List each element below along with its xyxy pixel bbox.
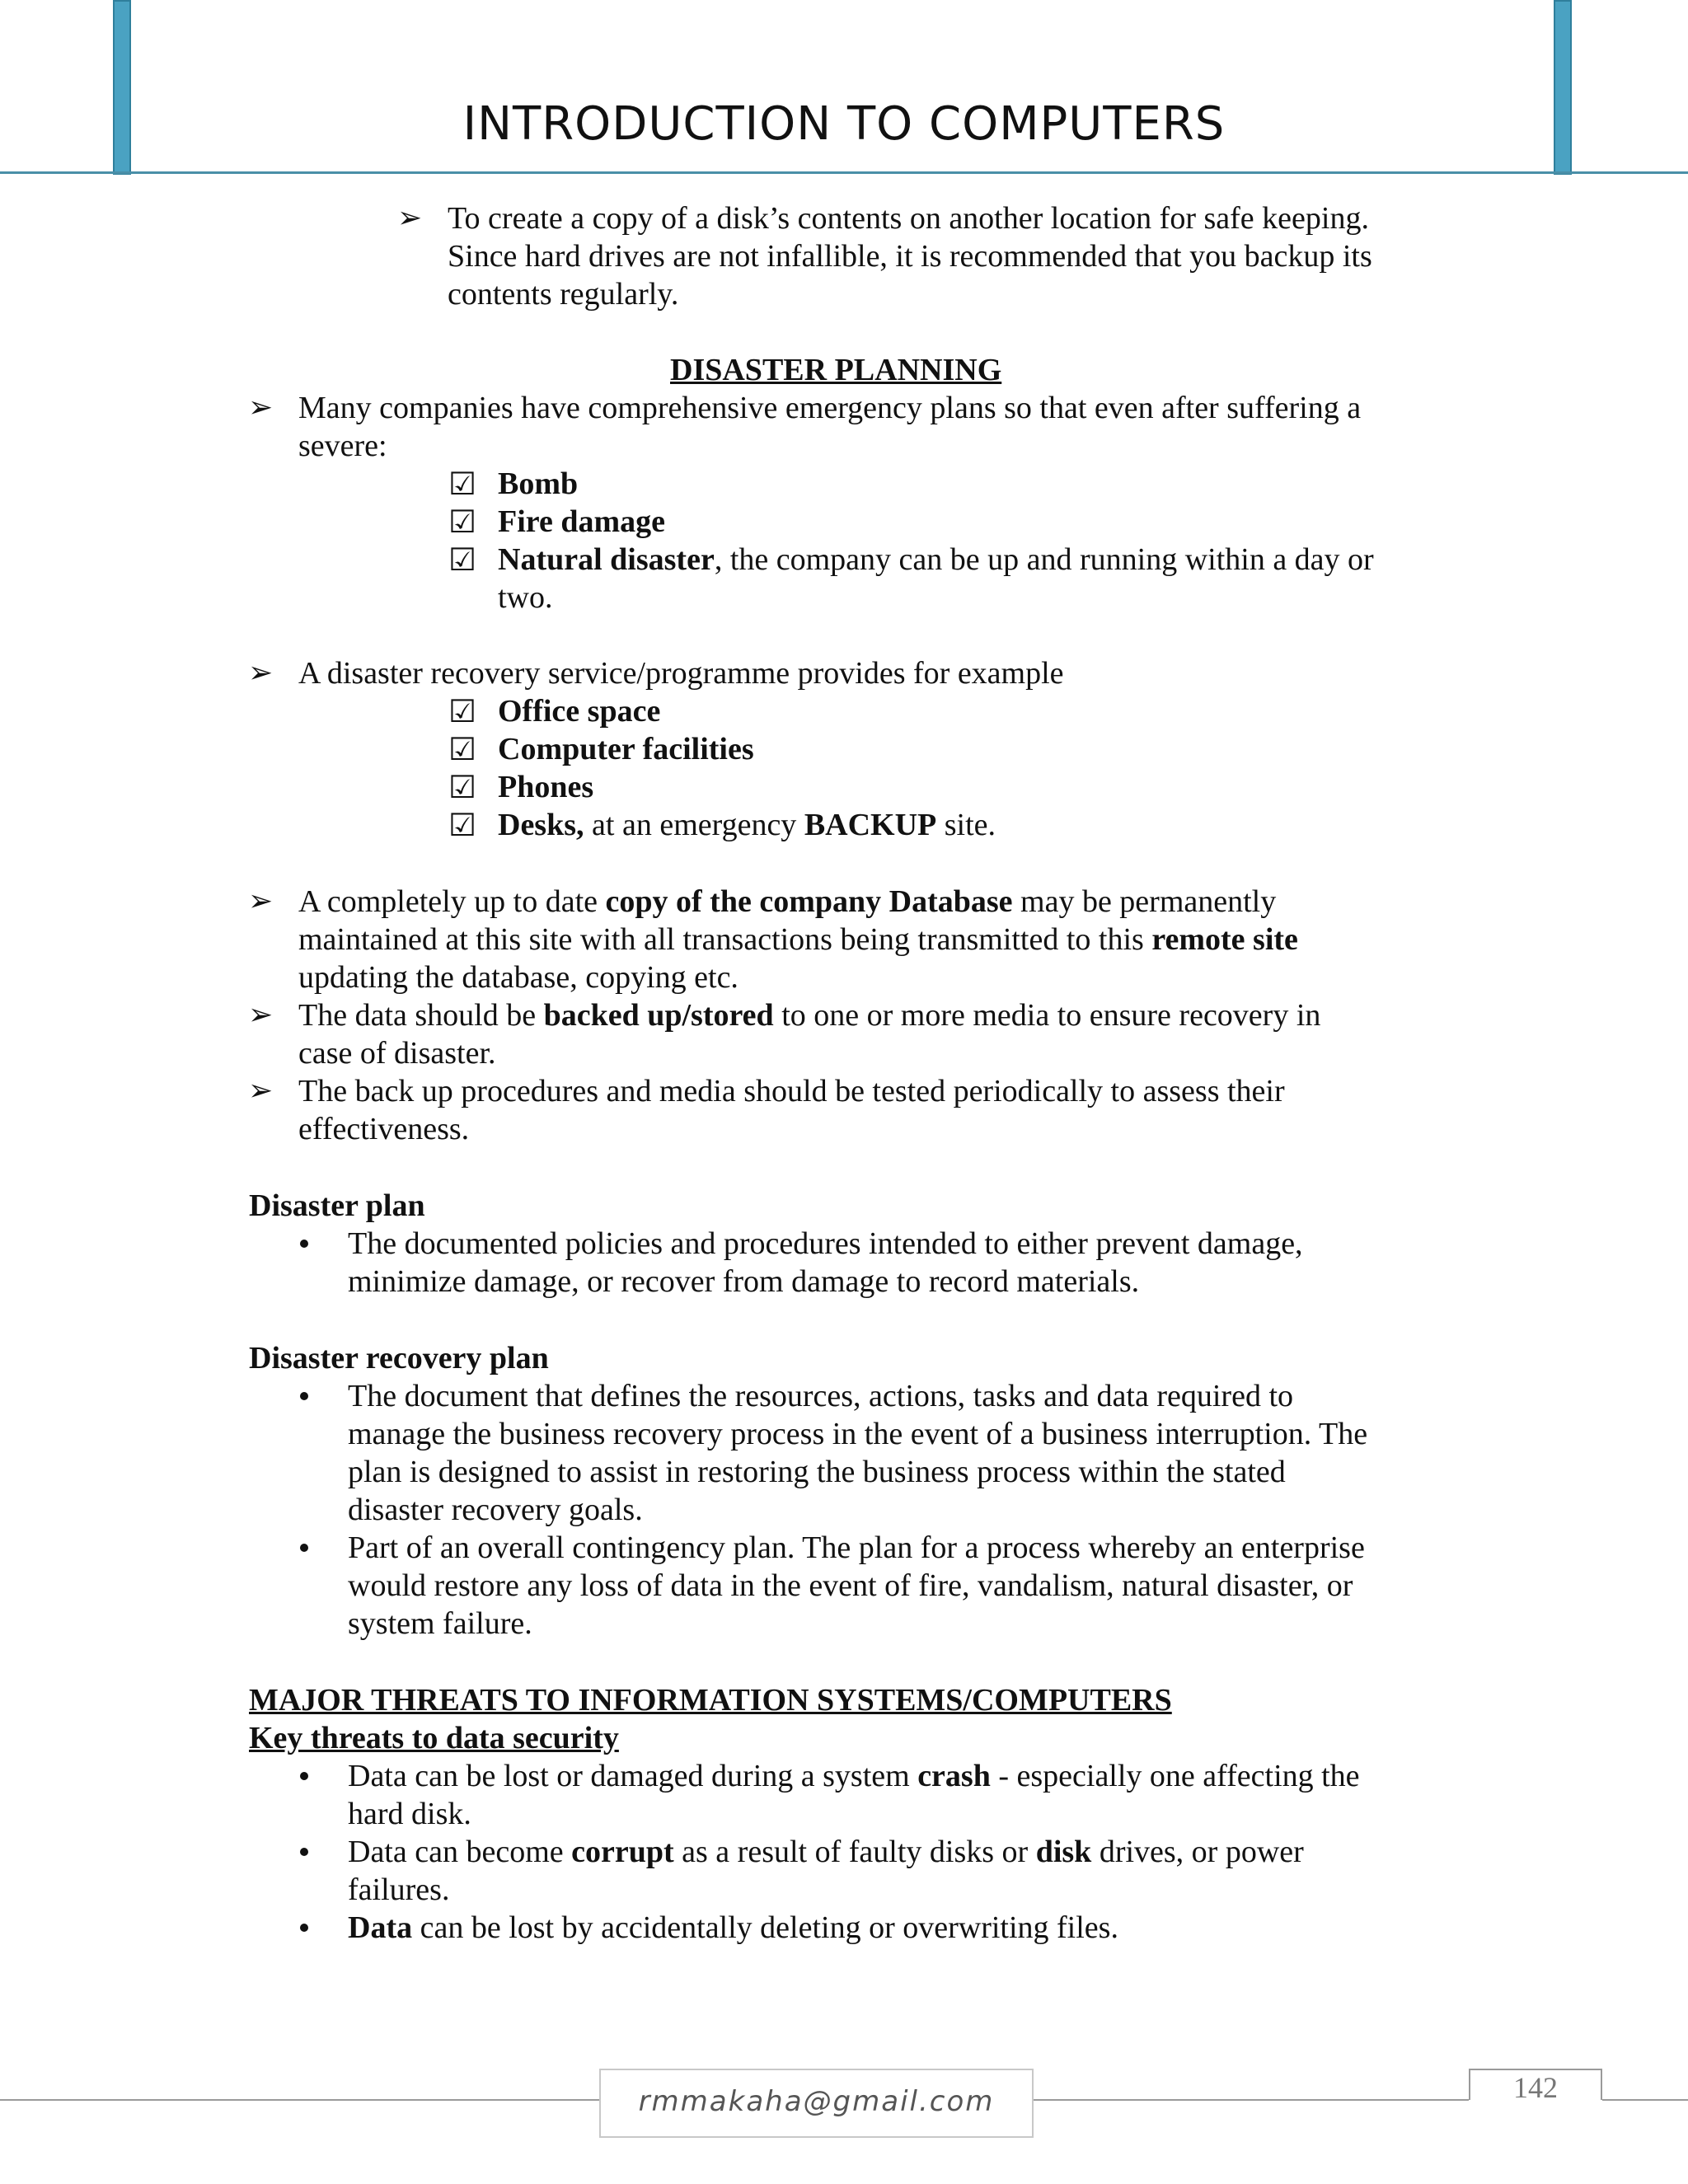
intro-line-3: contents regularly. [448, 277, 679, 312]
check-item-phones: Phones [498, 770, 594, 804]
footer-rule-middle [1034, 2099, 1469, 2101]
bullet-line: disaster recovery goals. [348, 1493, 643, 1527]
page-title: INTRODUCTION TO COMPUTERS [462, 97, 1226, 151]
bullet-line: A completely up to date copy of the company Database may be permanently [298, 884, 1277, 919]
checkbox-checked-icon: ☑ [448, 769, 477, 805]
bullet-line: effectiveness. [298, 1112, 470, 1146]
bullet-line: The document that defines the resources, actions, tasks and data required to [348, 1379, 1293, 1413]
header-rule [0, 171, 1688, 174]
bullet-line: The data should be backed up/stored to one or more media to ensure recovery in [298, 998, 1321, 1033]
bullet-dot-icon [300, 1924, 308, 1932]
arrow-bullet-icon: ➢ [248, 884, 274, 918]
bullet-line: minimize damage, or recover from damage to record materials. [348, 1264, 1140, 1299]
bullet-line: Part of an overall contingency plan. The plan for a process whereby an enterprise [348, 1530, 1365, 1565]
bullet-line: Many companies have comprehensive emergency plans so that even after suffering a [298, 391, 1362, 425]
bullet-line: system failure. [348, 1606, 532, 1641]
subheading-disaster-plan: Disaster plan [249, 1188, 425, 1223]
check-item-computer-facilities: Computer facilities [498, 732, 754, 766]
bullet-line: The back up procedures and media should be tested periodically to assess their [298, 1074, 1285, 1108]
bullet-line: Data can be lost or damaged during a system crash - especially one affecting the [348, 1759, 1360, 1793]
footer-rule-left [0, 2099, 599, 2101]
bullet-dot-icon [300, 1544, 308, 1552]
checkbox-checked-icon: ☑ [448, 807, 477, 843]
intro-line-2: Since hard drives are not infallible, it is recommended that you backup its [448, 239, 1372, 274]
footer-rule-right [1602, 2099, 1688, 2101]
bullet-dot-icon [300, 1772, 308, 1780]
bullet-dot-icon [300, 1392, 308, 1400]
check-item-office-space: Office space [498, 694, 661, 729]
bullet-line: The documented policies and procedures intended to either prevent damage, [348, 1226, 1303, 1261]
check-item-continuation: two. [498, 580, 553, 615]
arrow-bullet-icon: ➢ [248, 391, 274, 424]
checkbox-checked-icon: ☑ [448, 541, 477, 578]
subheading-key-threats: Key threats to data security [249, 1721, 619, 1755]
arrow-bullet-icon: ➢ [397, 201, 423, 235]
arrow-bullet-icon: ➢ [248, 998, 274, 1032]
bullet-line: plan is designed to assist in restoring the business process within the stated [348, 1455, 1286, 1489]
checkbox-checked-icon: ☑ [448, 466, 477, 502]
check-item-natural-disaster: Natural disaster, the company can be up and running within a day or [498, 542, 1374, 577]
check-item-bomb: Bomb [498, 466, 579, 501]
arrow-bullet-icon: ➢ [248, 1074, 274, 1108]
bullet-line: maintained at this site with all transactions being transmitted to this remote site [298, 922, 1298, 957]
checkbox-checked-icon: ☑ [448, 693, 477, 729]
check-item-desks: Desks, at an emergency BACKUP site. [498, 808, 996, 842]
bullet-line: case of disaster. [298, 1036, 496, 1071]
bullet-line: would restore any loss of data in the event of fire, vandalism, natural disaster, or [348, 1568, 1353, 1603]
bullet-line: failures. [348, 1872, 450, 1907]
section-heading-major-threats: MAJOR THREATS TO INFORMATION SYSTEMS/COMPUTERS [249, 1683, 1172, 1718]
subheading-disaster-recovery-plan: Disaster recovery plan [249, 1341, 549, 1376]
check-item-fire-damage: Fire damage [498, 504, 665, 539]
page-number: 142 [1513, 2071, 1558, 2104]
bullet-dot-icon [300, 1848, 308, 1856]
bullet-line: Data can become corrupt as a result of faulty disks or disk drives, or power [348, 1835, 1304, 1869]
bullet-line: hard disk. [348, 1797, 471, 1831]
bullet-line: manage the business recovery process in the event of a business interruption. The [348, 1417, 1368, 1451]
bullet-line: updating the database, copying etc. [298, 960, 738, 995]
bullet-line: Data can be lost by accidentally deleting or overwriting files. [348, 1910, 1118, 1945]
checkbox-checked-icon: ☑ [448, 504, 477, 540]
bullet-line: A disaster recovery service/programme provides for example [298, 656, 1064, 691]
bullet-dot-icon [300, 1240, 308, 1248]
checkbox-checked-icon: ☑ [448, 731, 477, 767]
intro-line-1: To create a copy of a disk’s contents on another location for safe keeping. [448, 201, 1369, 236]
bullet-line: severe: [298, 429, 387, 463]
section-heading-disaster-planning: DISASTER PLANNING [670, 353, 1002, 387]
arrow-bullet-icon: ➢ [248, 656, 274, 690]
footer-email: rmmakaha@gmail.com [638, 2085, 995, 2118]
